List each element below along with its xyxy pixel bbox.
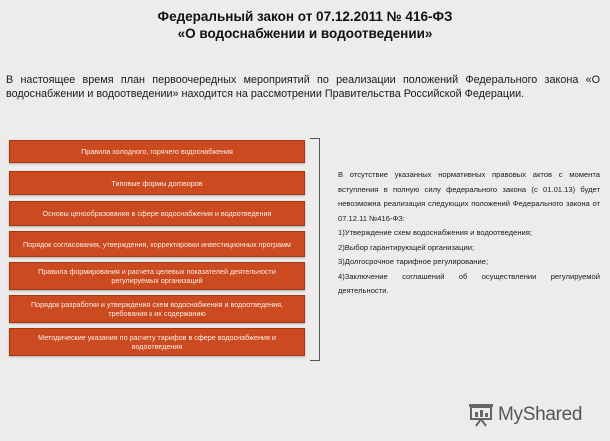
consequence-item: 3)Долгосрочное тарифное регулирование; <box>338 257 489 266</box>
consequence-item: 4)Заключение соглашений об осуществлении регулируемой деятельности. <box>338 271 600 295</box>
consequences-text <box>338 168 600 299</box>
measure-box: Правила холодного, горячего водоснабжения <box>9 140 305 163</box>
measure-box: Правила формирования и расчета целевых показателей деятельности регулируемых организаций <box>9 262 305 290</box>
consequence-item: 2)Выбор гарантирующей организации; <box>338 242 475 252</box>
page-title <box>0 8 610 42</box>
measure-box: Основы ценообразования в сфере водоснабжения и водоотведения <box>9 201 305 226</box>
myshared-watermark <box>468 400 582 430</box>
consequence-item: 1)Утверждение схем водоснабжения и водоотведения; <box>338 228 532 237</box>
intro-paragraph: В настоящее время план первоочередных мероприятий по реализации положений Федерального закона «О водоснабжении и водоотведении» находится на рассмотрении Правительства Российской Федерации. <box>6 74 600 100</box>
grouping-bracket <box>310 138 320 361</box>
title-line-2: «О водоснабжении и водоотведении» <box>177 26 433 41</box>
measure-box: Порядок согласования, утверждения, корректировки инвестиционных программ <box>9 231 305 257</box>
consequences-lead: В отсутствие указанных нормативных правовых актов с момента вступления в полную силу федерального закона (с 01.01.13) будет невозможна реализация следующих положений Федерального закона от 07.12.11 №416-ФЗ: <box>338 170 600 223</box>
title-line-1: Федеральный закон от 07.12.2011 № 416-ФЗ <box>157 9 453 24</box>
measure-box: Методические указания по расчету тарифов в сфере водоснабжения и водоотведения <box>9 328 305 356</box>
watermark-text: MyShared <box>498 404 583 425</box>
measure-box: Типовые формы договоров <box>9 171 305 195</box>
presentation-board-icon <box>468 403 494 427</box>
measure-box: Порядок разработки и утверждения схем водоснабжения и водоотведения, требования к их содержанию <box>9 295 305 323</box>
